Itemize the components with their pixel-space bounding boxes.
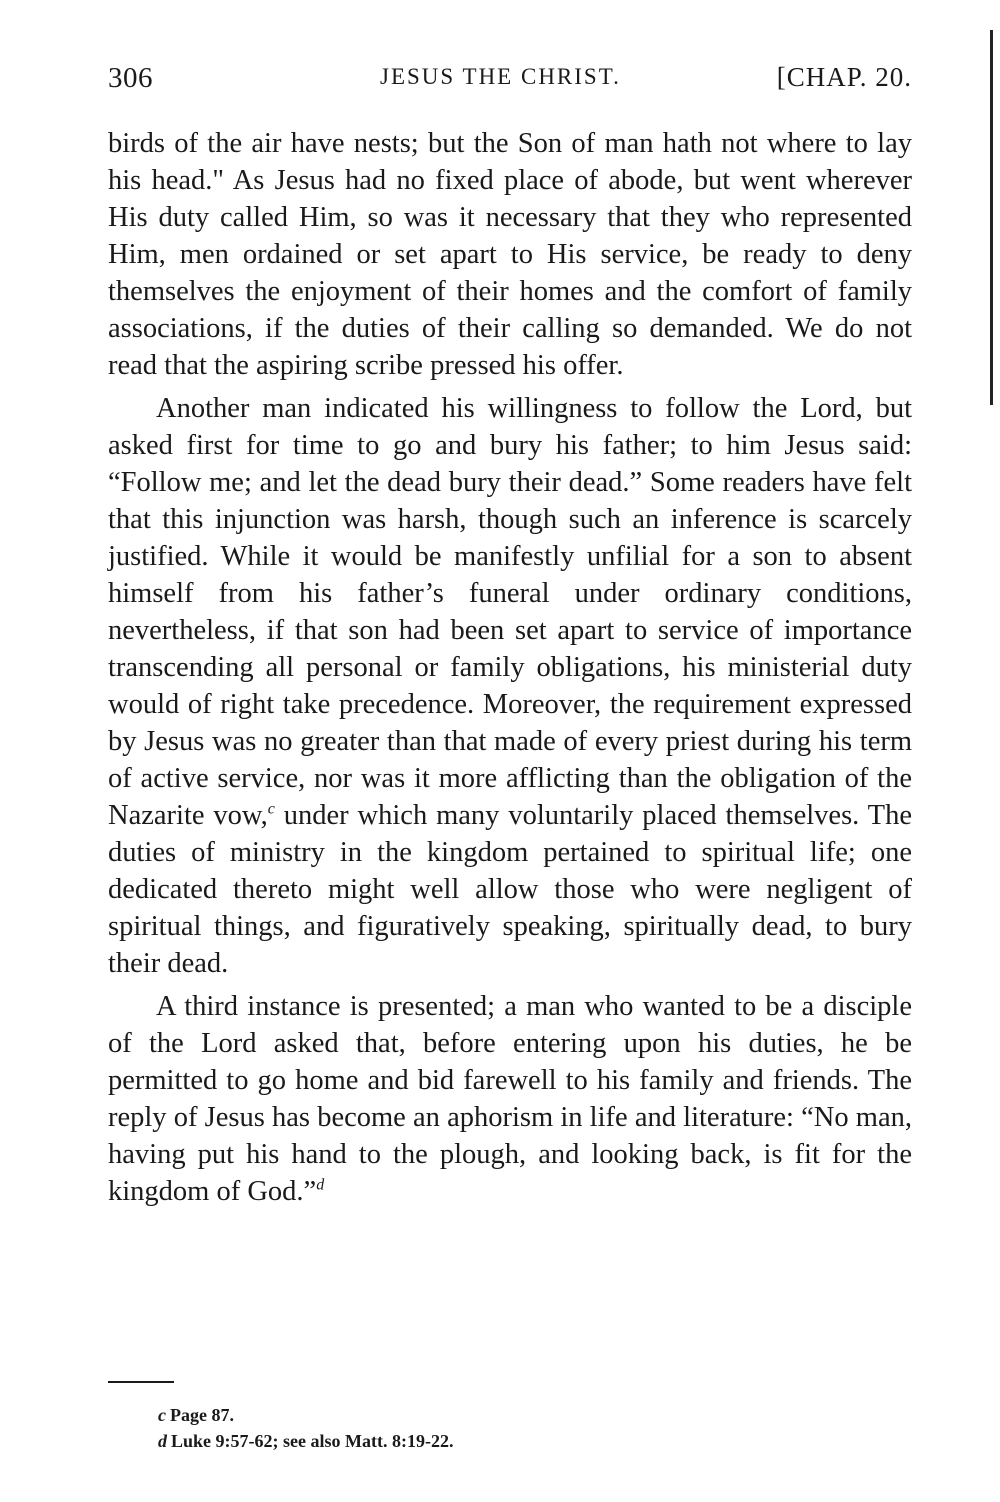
scan-edge-line [990, 30, 993, 405]
paragraph-3-text: A third instance is presented; a man who wanted to be a disciple of the Lord asked that, before entering upon his duties, he be permitted to go home and bid farewell to his family and friends. The reply of Jesus has become an aphorism in life and literature: “No man, having put his hand to the plough, and looking back, is fit for the kingdom of God.” [108, 991, 912, 1207]
footnote-mark-c: c [158, 1405, 166, 1425]
footnote-text-c: Page 87. [170, 1405, 234, 1425]
paragraph-1 [108, 125, 912, 384]
footnote-c [158, 1402, 453, 1428]
footnote-ref-c[interactable]: c [267, 800, 275, 818]
page-number: 306 [108, 62, 153, 94]
paragraph-2-text: Another man indicated his willingness to follow the Lord, but asked first for time to go and bury his father; to him Jesus said: “Follow me; and let the dead bury their dead.” Some readers have felt that this injunction was harsh, though such an inference is scarcely justified. While it would be manifestly unfilial for a son to absent himself from his father’s funeral under ordinary conditions, nevertheless, if that son had been set apart to service of importance transcending all personal or family obligations, his ministerial duty would of right take precedence. Moreover, the requirement expressed by Jesus was no greater than that made of every priest during his term of active service, nor was it more afflicting than the obligation of the Nazarite vow, [108, 393, 912, 831]
book-title: JESUS THE CHRIST. [380, 64, 621, 89]
paragraph-2-text-after: under which many voluntarily placed themselves. The duties of ministry in the kingdom pertained to spiritual life; one dedicated thereto might well allow those who were negligent of spiritual things, and figuratively speaking, spiritually dead, to bury their dead. [108, 800, 912, 979]
body-text [108, 125, 912, 1216]
footnote-ref-d[interactable]: d [316, 1176, 325, 1194]
paragraph-3 [108, 988, 912, 1210]
paragraph-1-text: birds of the air have nests; but the Son of man hath not where to lay his head." As Jesus had no fixed place of abode, but went wherever His duty called Him, so was it necessary that they who represented Him, men ordained or set apart to His service, be ready to deny themselves the enjoyment of their homes and the comfort of family associations, if the duties of their calling so demanded. We do not read that the aspiring scribe pressed his offer. [108, 128, 912, 381]
footnote-text-d: Luke 9:57-62; see also Matt. 8:19-22. [171, 1431, 454, 1451]
footnote-rule [108, 1381, 174, 1383]
chapter-label: [CHAP. 20. [776, 62, 912, 92]
footnote-d [158, 1428, 453, 1454]
footnotes [158, 1402, 453, 1454]
paragraph-2 [108, 390, 912, 982]
footnote-mark-d: d [158, 1431, 167, 1451]
running-head [108, 62, 912, 102]
